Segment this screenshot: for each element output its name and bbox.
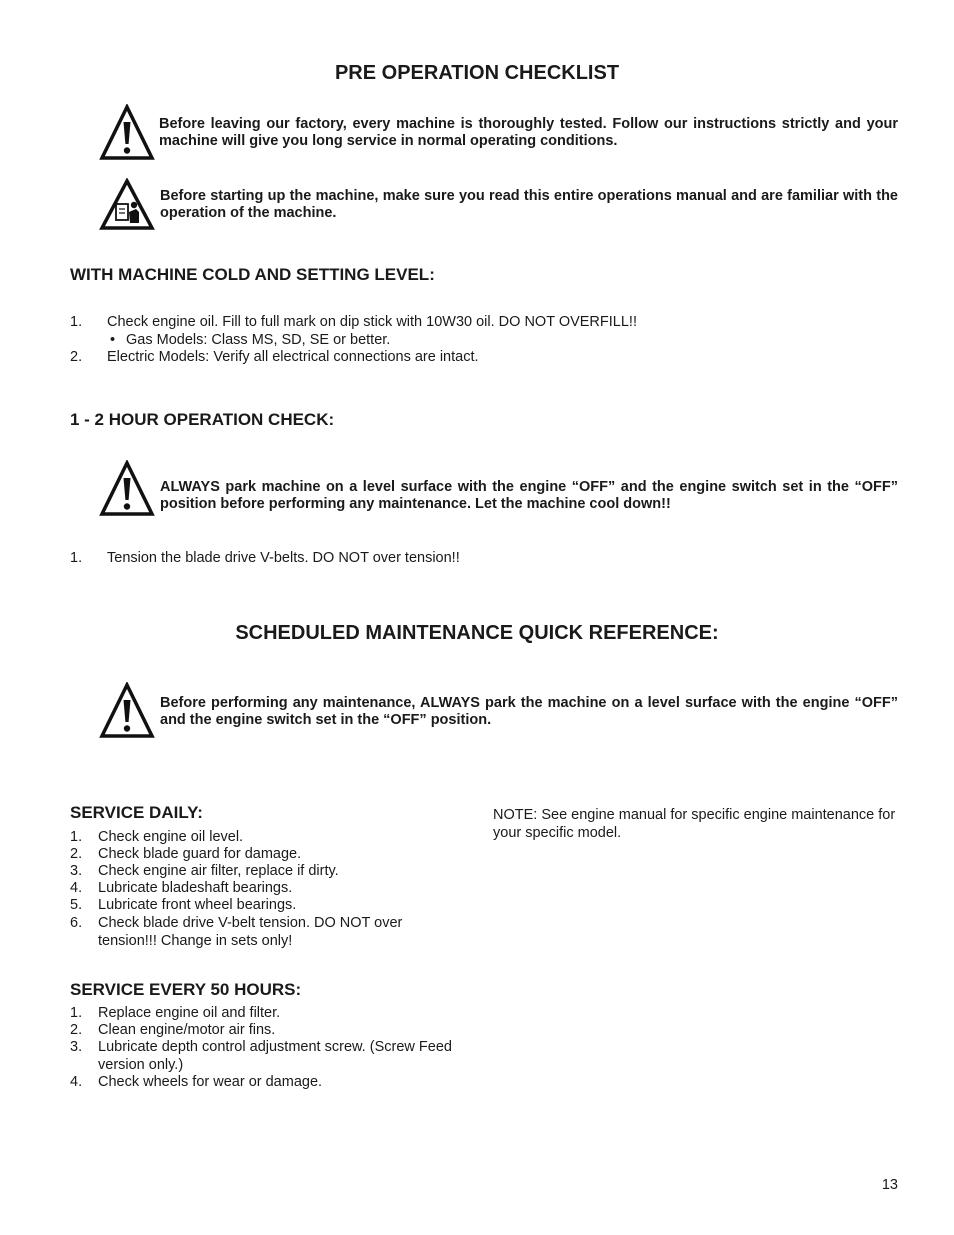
read-manual-icon (99, 178, 155, 232)
section-heading-service-daily: SERVICE DAILY: (70, 803, 203, 822)
page-number: 13 (881, 1177, 898, 1193)
list-item-number: 4. (70, 880, 83, 896)
list-item-number: 3. (70, 863, 83, 879)
list-item-text: Replace engine oil and filter. (98, 1005, 281, 1021)
section-heading-hour-check: 1 - 2 HOUR OPERATION CHECK: (70, 410, 335, 429)
warning-park-level-text: ALWAYS park machine on a level surface with the engine “OFF” and the engine switch set in the “OFF” position before performing any maintenance. Let the machine cool down!! (160, 479, 898, 512)
list-item-number: 2. (70, 349, 83, 365)
list-item (70, 1074, 455, 1094)
list-item-number: 2. (70, 846, 83, 862)
list-item (70, 314, 910, 334)
list-item-number: 1. (70, 829, 83, 845)
warning-triangle-icon (99, 460, 155, 518)
list-item-text: Check engine oil. Fill to full mark on dip stick with 10W30 oil. DO NOT OVERFILL!! (107, 314, 637, 330)
warning-factory-text: Before leaving our factory, every machine is thoroughly tested. Follow our instructions strictly and your machine will give you long service in normal operating conditions. (159, 116, 898, 149)
list-item-number: 2. (70, 1022, 83, 1038)
warning-triangle-icon (99, 682, 155, 740)
list-item (70, 897, 455, 917)
list-item (70, 1039, 455, 1079)
engine-manual-note: NOTE: See engine manual for specific engine maintenance for your specific model. (493, 807, 896, 841)
bullet: • (110, 332, 116, 348)
list-item (70, 550, 910, 570)
section-heading-cold-level: WITH MACHINE COLD AND SETTING LEVEL: (70, 265, 435, 284)
list-item-text: Check blade guard for damage. (98, 846, 302, 862)
list-item-text: Check engine air filter, replace if dirty. (98, 863, 339, 879)
list-item-number: 4. (70, 1074, 83, 1090)
list-item-text: Check wheels for wear or damage. (98, 1074, 323, 1090)
page-title: PRE OPERATION CHECKLIST (334, 62, 620, 84)
list-item-number: 1. (70, 550, 83, 566)
list-item-text: Lubricate depth control adjustment screw. (Screw Feed version only.) (98, 1039, 452, 1073)
section-heading-service-50: SERVICE EVERY 50 HOURS: (70, 980, 302, 999)
warning-triangle-icon (99, 104, 155, 162)
list-item-text: Check engine oil level. (98, 829, 244, 845)
scheduled-maintenance-title: SCHEDULED MAINTENANCE QUICK REFERENCE: (235, 622, 719, 644)
list-item (70, 915, 455, 955)
list-item-text: Tension the blade drive V-belts. DO NOT over tension!! (107, 550, 460, 566)
list-item-number: 6. (70, 915, 83, 931)
warning-maintenance-text: Before performing any maintenance, ALWAYS park the machine on a level surface with the engine “OFF” and the engine switch set in the “OFF” position. (160, 695, 898, 728)
list-item-number: 1. (70, 314, 83, 330)
list-item-number: 1. (70, 1005, 83, 1021)
list-item-text: Lubricate front wheel bearings. (98, 897, 297, 913)
list-item-number: 5. (70, 897, 83, 913)
warning-read-manual-text: Before starting up the machine, make sure you read this entire operations manual and are familiar with the operation of the machine. (160, 188, 898, 221)
list-item-text: Gas Models: Class MS, SD, SE or better. (126, 332, 391, 348)
list-item-text: Check blade drive V-belt tension. DO NOT over tension!!! Change in sets only! (98, 915, 403, 949)
list-item-text: Electric Models: Verify all electrical connections are intact. (107, 349, 479, 365)
list-item (70, 349, 910, 369)
list-item-text: Clean engine/motor air fins. (98, 1022, 276, 1038)
list-item-text: Lubricate bladeshaft bearings. (98, 880, 293, 896)
list-item-number: 3. (70, 1039, 83, 1055)
